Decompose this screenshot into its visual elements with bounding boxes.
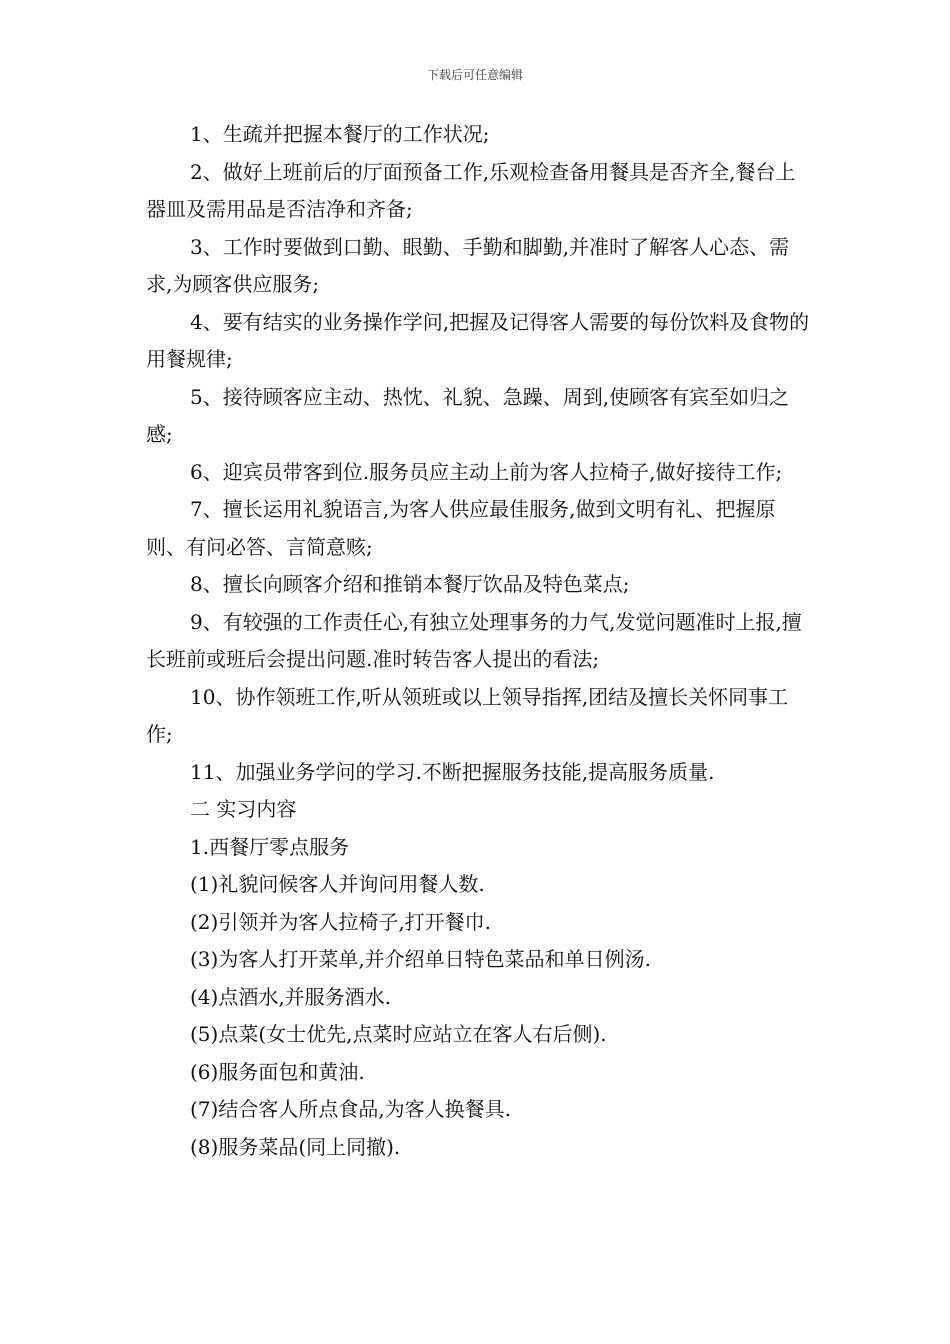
duty-item-2: 2、做好上班前后的厅面预备工作,乐观检查备用餐具是否齐全,餐台上器皿及需用品是否洁净和齐备; — [146, 159, 796, 221]
document-body — [146, 116, 811, 1166]
service-step-1: (1)礼貌问候客人并询问用餐人数. — [190, 872, 485, 896]
service-step-4: (4)点酒水,并服务酒水. — [190, 984, 392, 1009]
duty-item-9: 9、有较强的工作责任心,有独立处理事务的力气,发觉问题准时上报,擅长班前或班后会提出问题.准时转告客人提出的看法; — [146, 609, 802, 671]
duty-item-1: 1、生疏并把握本餐厅的工作状况; — [190, 122, 490, 146]
subsection-heading: 1.西餐厅零点服务 — [190, 834, 350, 859]
service-step-7: (7)结合客人所点食品,为客人换餐具. — [190, 1097, 512, 1121]
page-header: 下载后可任意编辑 — [426, 68, 523, 82]
section-heading: 二 实习内容 — [190, 797, 297, 821]
service-step-3: (3)为客人打开菜单,并介绍单日特色菜品和单日例汤. — [190, 947, 652, 971]
service-step-5: (5)点菜(女士优先,点菜时应站立在客人右后侧). — [190, 1022, 607, 1046]
duty-item-8: 8、擅长向顾客介绍和推销本餐厅饮品及特色菜点; — [190, 572, 630, 596]
duty-item-10: 10、协作领班工作,听从领班或以上领导指挥,团结及擅长关怀同事工作; — [146, 684, 789, 746]
service-step-2: (2)引领并为客人拉椅子,打开餐巾. — [190, 909, 492, 934]
duty-item-7: 7、擅长运用礼貌语言,为客人供应最佳服务,做到文明有礼、把握原则、有问必答、言简意赅; — [146, 497, 776, 559]
duty-item-6: 6、迎宾员带客到位.服务员应主动上前为客人拉椅子,做好接待工作; — [190, 459, 783, 484]
duty-item-5: 5、接待顾客应主动、热忱、礼貌、急躁、周到,使顾客有宾至如归之感; — [146, 384, 790, 446]
duty-item-4: 4、要有结实的业务操作学问,把握及记得客人需要的每份饮料及食物的用餐规律; — [146, 309, 810, 371]
duty-item-3: 3、工作时要做到口勤、眼勤、手勤和脚勤,并准时了解客人心态、需求,为顾客供应服务; — [146, 234, 790, 296]
service-step-8: (8)服务菜品(同上同撤). — [190, 1134, 401, 1159]
service-step-6: (6)服务面包和黄油. — [190, 1059, 365, 1084]
duty-item-11: 11、加强业务学问的学习.不断把握服务技能,提高服务质量. — [190, 759, 715, 784]
